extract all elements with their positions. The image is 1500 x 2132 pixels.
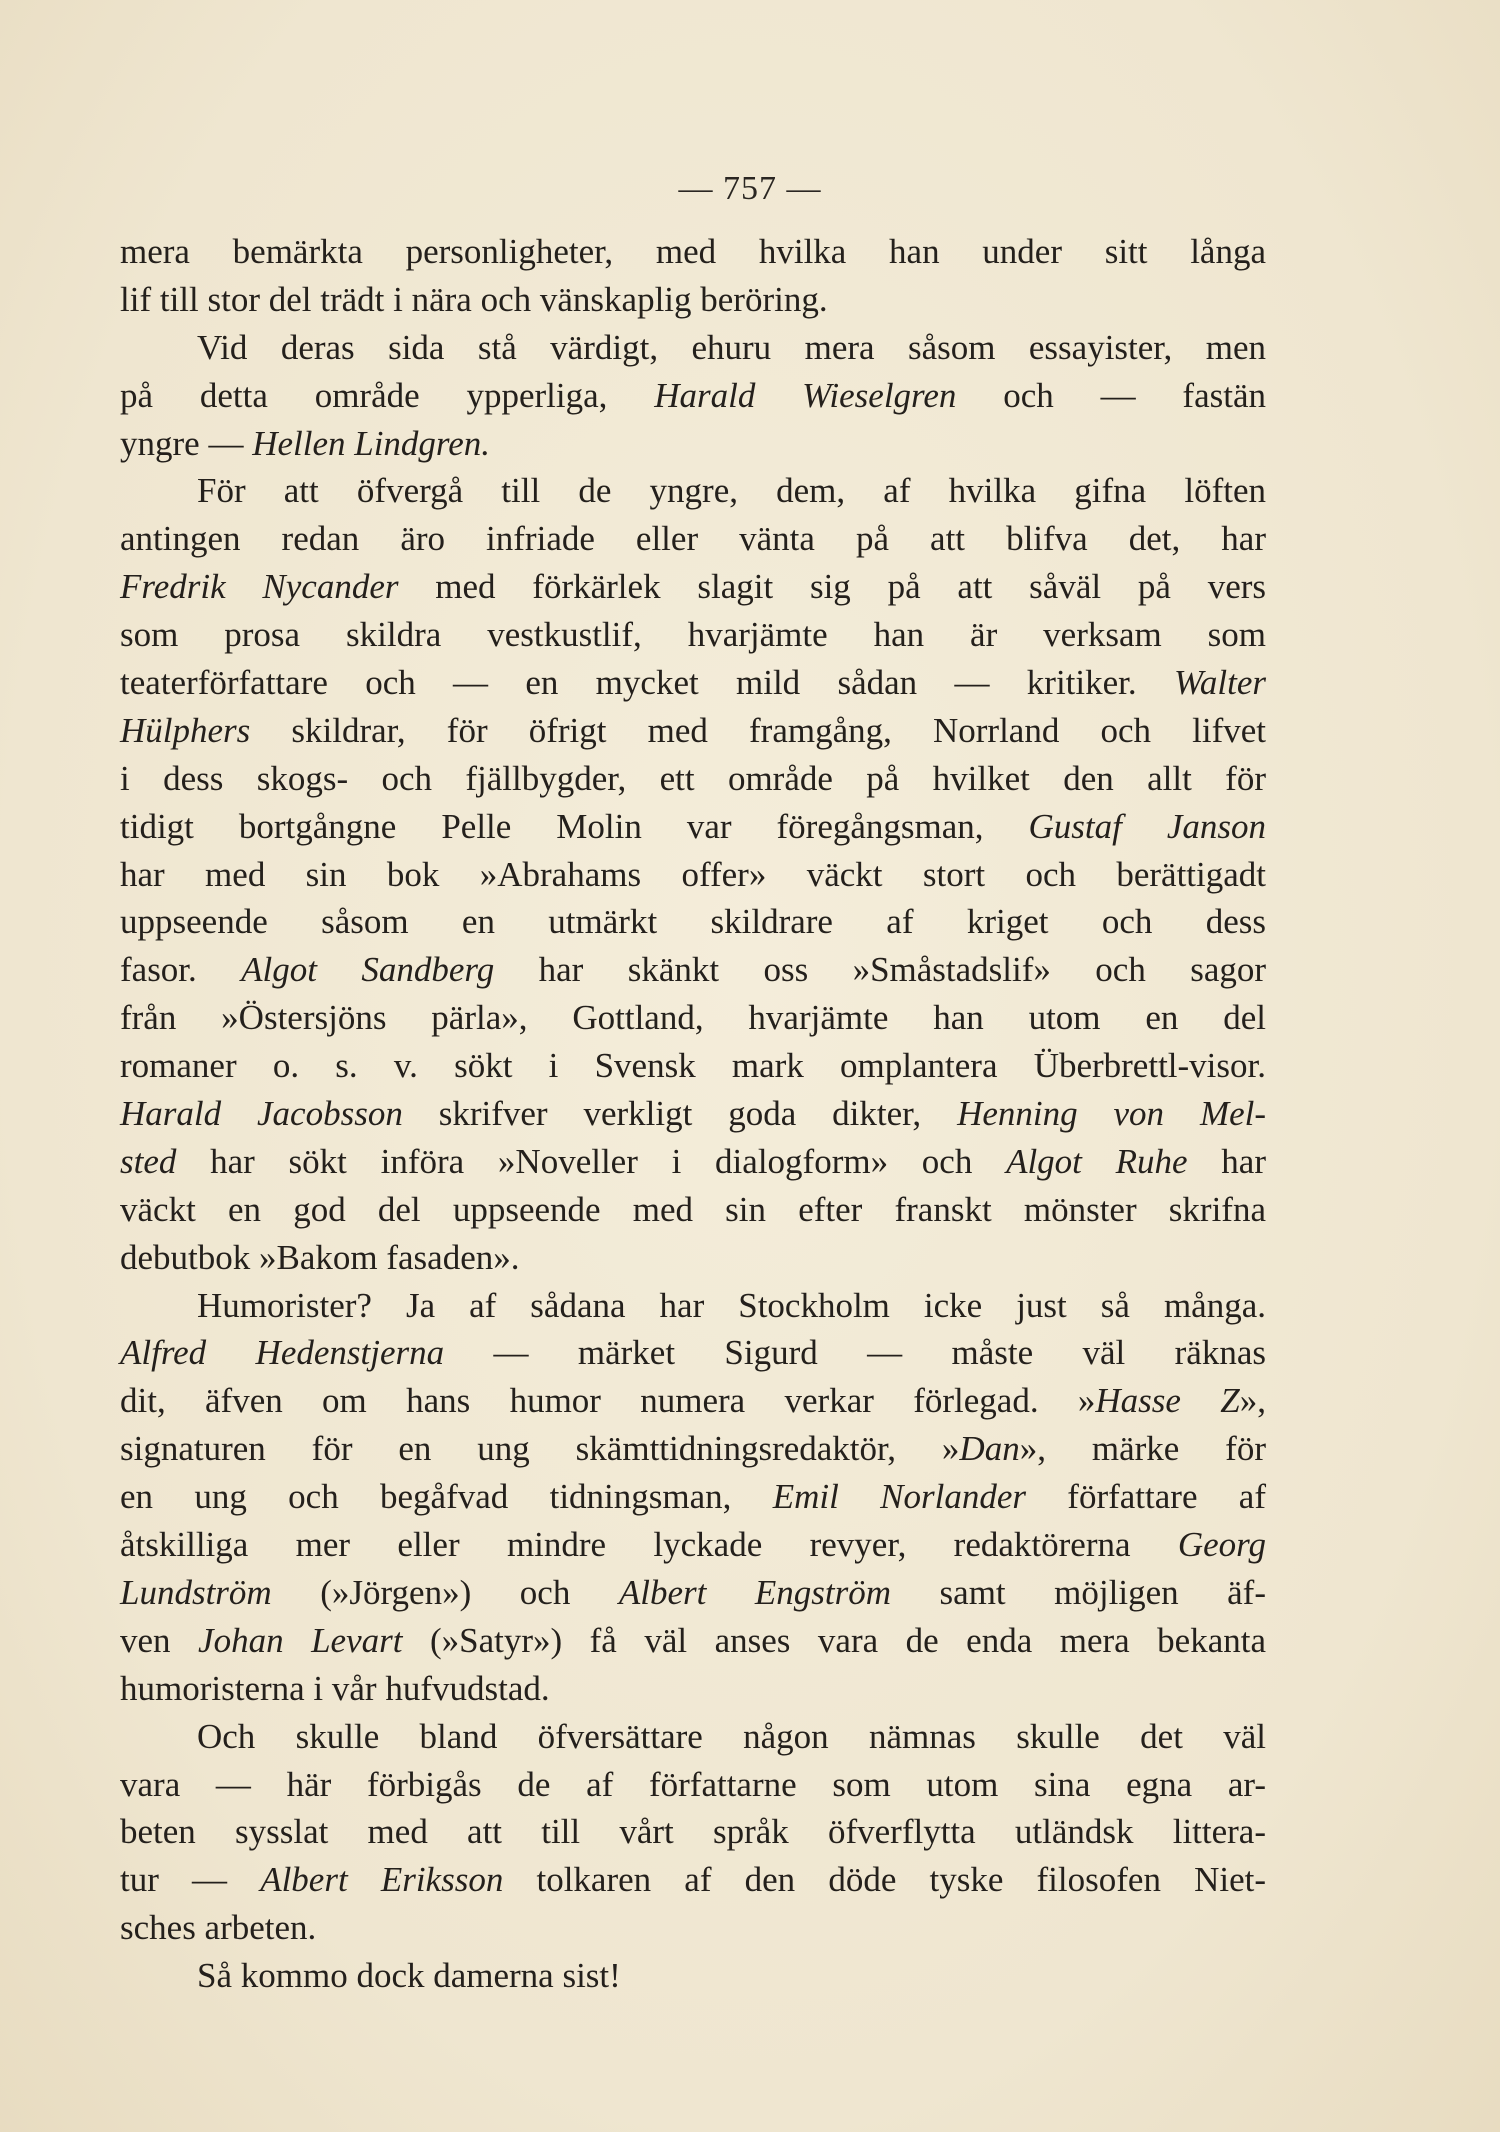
text-line: Humorister? Ja af sådana har Stockholm icke just så många. bbox=[197, 1285, 1266, 1325]
text-line: en ung och begåfvad tidningsman, Emil Norlander författare af bbox=[120, 1477, 1266, 1517]
text-line: För att öfvergå till de yngre, dem, af hvilka gifna löften bbox=[197, 471, 1266, 511]
text-line: Och skulle bland öfversättare någon nämnas skulle det väl bbox=[197, 1716, 1266, 1756]
text-line: som prosa skildra vestkustlif, hvarjämte han är verksam som bbox=[120, 615, 1266, 655]
text-line: Vid deras sida stå värdigt, ehuru mera såsom essayister, men bbox=[197, 327, 1266, 367]
text-line: humoristerna i vår hufvudstad. bbox=[120, 1668, 550, 1708]
text-line: har med sin bok »Abrahams offer» väckt stort och berättigadt bbox=[120, 854, 1266, 894]
body-text bbox=[120, 228, 1266, 2000]
text-line: ven Johan Levart (»Satyr») få väl anses vara de enda mera bekanta bbox=[120, 1620, 1266, 1660]
text-line: lif till stor del trädt i nära och vänskaplig beröring. bbox=[120, 279, 828, 319]
text-line: tidigt bortgångne Pelle Molin var föregångsman, Gustaf Janson bbox=[120, 806, 1266, 846]
text-line: tur — Albert Eriksson tolkaren af den döde tyske filosofen Niet- bbox=[120, 1860, 1267, 1900]
text-line: åtskilliga mer eller mindre lyckade revyer, redaktörerna Georg bbox=[120, 1525, 1266, 1565]
text-line: vara — här förbigås de af författarne som utom sina egna ar- bbox=[120, 1764, 1266, 1804]
text-line: mera bemärkta personligheter, med hvilka han under sitt långa bbox=[120, 232, 1266, 271]
text-line: på detta område ypperliga, Harald Wieselgren och — fastän bbox=[120, 375, 1266, 415]
text-line: Harald Jacobsson skrifver verkligt goda dikter, Henning von Mel- bbox=[120, 1094, 1267, 1134]
text-line: antingen redan äro infriade eller vänta på att blifva det, har bbox=[120, 519, 1266, 559]
text-line: uppseende såsom en utmärkt skildrare af kriget och dess bbox=[120, 902, 1266, 942]
text-line: signaturen för en ung skämttidningsredaktör, »Dan», märke för bbox=[120, 1429, 1266, 1469]
text-line: romaner o. s. v. sökt i Svensk mark omplantera Überbrettl-visor. bbox=[120, 1046, 1266, 1086]
text-line: debutbok »Bakom fasaden». bbox=[120, 1237, 520, 1277]
text-line: Hülphers skildrar, för öfrigt med framgång, Norrland och lifvet bbox=[120, 710, 1266, 750]
text-line: Fredrik Nycander med förkärlek slagit sig på att såväl på vers bbox=[120, 567, 1267, 607]
text-line: Alfred Hedenstjerna — märket Sigurd — måste väl räknas bbox=[120, 1333, 1266, 1373]
text-line: teaterförfattare och — en mycket mild sådan — kritiker. Walter bbox=[120, 663, 1266, 703]
text-line: Lundström (»Jörgen») och Albert Engström samt möjligen äf- bbox=[120, 1572, 1266, 1612]
text-line: i dess skogs- och fjällbygder, ett område på hvilket den allt för bbox=[120, 758, 1266, 798]
text-line: väckt en god del uppseende med sin efter franskt mönster skrifna bbox=[120, 1189, 1266, 1229]
text-line: fasor. Algot Sandberg har skänkt oss »Småstadslif» och sagor bbox=[120, 950, 1267, 990]
text-line: beten sysslat med att till vårt språk öfverflytta utländsk littera- bbox=[120, 1812, 1266, 1852]
text-line: sted har sökt införa »Noveller i dialogform» och Algot Ruhe har bbox=[120, 1141, 1266, 1181]
text-line: Så kommo dock damerna sist! bbox=[197, 1956, 621, 1996]
text-line: dit, äfven om hans humor numera verkar förlegad. »Hasse Z», bbox=[120, 1381, 1266, 1421]
text-line: yngre — Hellen Lindgren. bbox=[120, 423, 491, 463]
text-line: från »Östersjöns pärla», Gottland, hvarjämte han utom en del bbox=[120, 998, 1266, 1038]
page-number: — 757 — bbox=[678, 170, 822, 207]
text-line: sches arbeten. bbox=[120, 1908, 317, 1948]
